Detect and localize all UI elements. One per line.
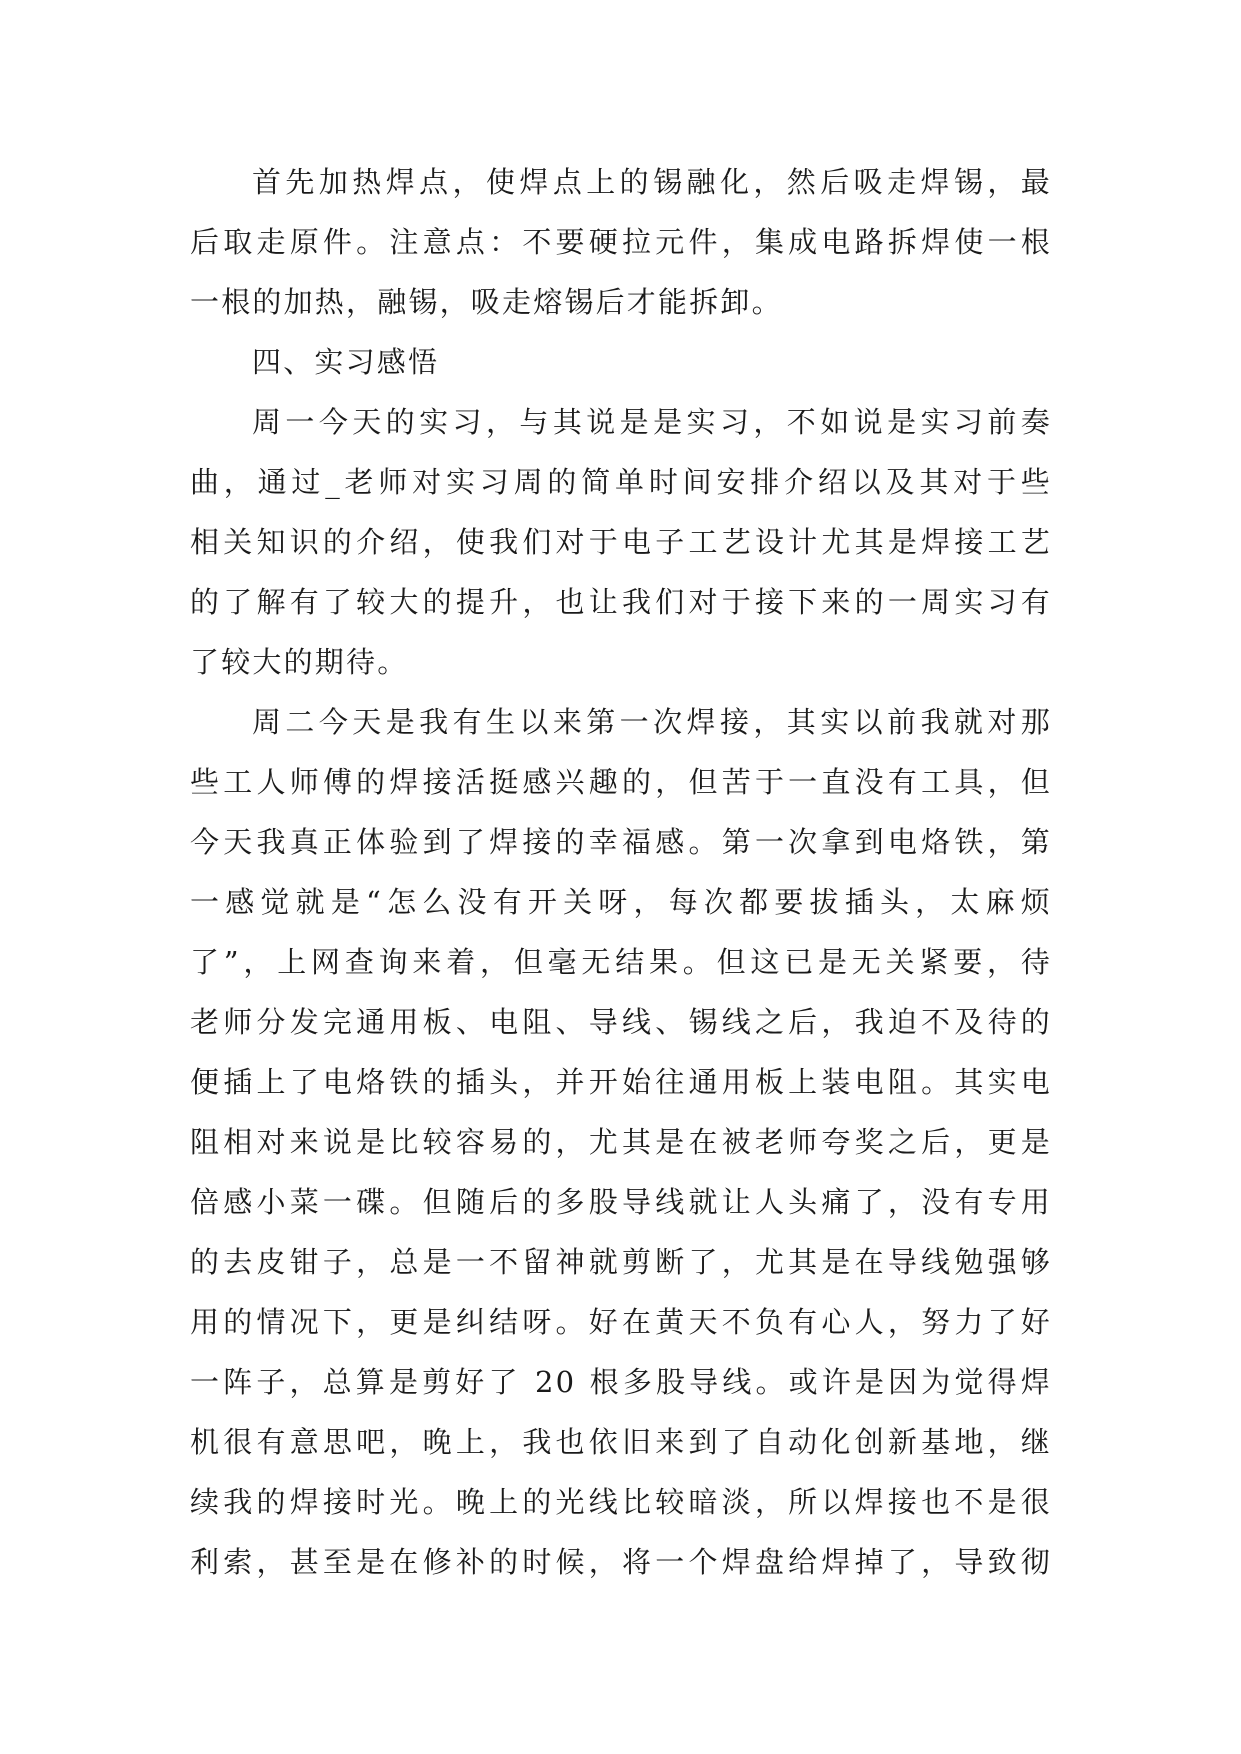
section-heading <box>190 332 1052 392</box>
text-line: 首先加热焊点，使焊点上的锡融化，然后吸走焊锡，最 <box>252 165 1052 199</box>
text-line: 一感觉就是“怎么没有开关呀，每次都要拔插头，太麻烦 <box>190 885 1052 919</box>
text-line: 今天我真正体验到了焊接的幸福感。第一次拿到电烙铁，第 <box>190 825 1052 859</box>
text-line: 的了解有了较大的提升，也让我们对于接下来的一周实习有 <box>190 585 1052 619</box>
text-line: 倍感小菜一碟。但随后的多股导线就让人头痛了，没有专用 <box>190 1185 1052 1219</box>
text-line: 利索，甚至是在修补的时候，将一个焊盘给焊掉了，导致彻 <box>190 1545 1052 1579</box>
text-line: 周二今天是我有生以来第一次焊接，其实以前我就对那 <box>252 705 1052 739</box>
text-line: 便插上了电烙铁的插头，并开始往通用板上装电阻。其实电 <box>190 1065 1052 1099</box>
text-line: 一阵子，总算是剪好了 20 根多股导线。或许是因为觉得焊 <box>190 1365 1052 1399</box>
text-line: 曲，通过_老师对实习周的简单时间安排介绍以及其对于些 <box>190 465 1052 499</box>
text-line: 续我的焊接时光。晚上的光线比较暗淡，所以焊接也不是很 <box>190 1485 1052 1519</box>
text-line: 用的情况下，更是纠结呀。好在黄天不负有心人，努力了好 <box>190 1305 1052 1339</box>
section-heading-text: 四、实习感悟 <box>252 345 440 379</box>
document-body <box>190 152 1052 1592</box>
text-line: 了较大的期待。 <box>190 645 409 679</box>
text-line: 了”，上网查询来着，但毫无结果。但这已是无关紧要，待 <box>190 945 1052 979</box>
text-line: 老师分发完通用板、电阻、导线、锡线之后，我迫不及待的 <box>190 1005 1052 1039</box>
text-line: 机很有意思吧，晚上，我也依旧来到了自动化创新基地，继 <box>190 1425 1052 1459</box>
paragraph-tuesday-reflection <box>190 692 1052 1592</box>
text-line: 后取走原件。注意点：不要硬拉元件，集成电路拆焊使一根 <box>190 225 1052 259</box>
text-line: 一根的加热，融锡，吸走熔锡后才能拆卸。 <box>190 285 783 319</box>
paragraph-desoldering-method <box>190 152 1052 332</box>
text-line: 周一今天的实习，与其说是是实习，不如说是实习前奏 <box>252 405 1052 439</box>
text-line: 相关知识的介绍，使我们对于电子工艺设计尤其是焊接工艺 <box>190 525 1052 559</box>
text-line: 的去皮钳子，总是一不留神就剪断了，尤其是在导线勉强够 <box>190 1245 1052 1279</box>
paragraph-monday-reflection <box>190 392 1052 692</box>
text-line: 阻相对来说是比较容易的，尤其是在被老师夸奖之后，更是 <box>190 1125 1052 1159</box>
text-line: 些工人师傅的焊接活挺感兴趣的，但苦于一直没有工具，但 <box>190 765 1052 799</box>
